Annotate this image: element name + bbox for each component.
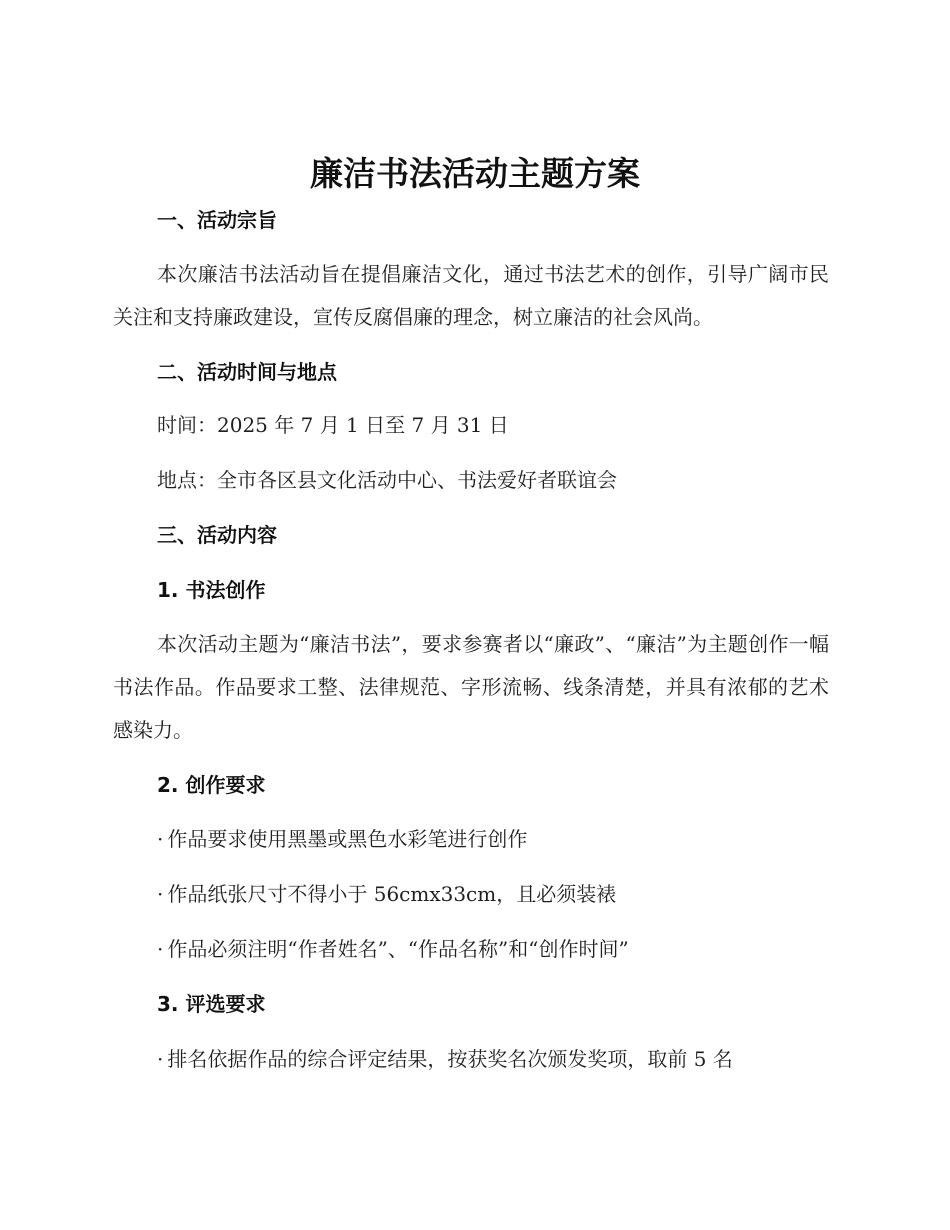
list-item-text: 作品必须注明“作者姓名”、“作品名称”和“创作时间” <box>167 937 629 961</box>
bullet-symbol: · <box>157 827 164 851</box>
document-title: 廉洁书法活动主题方案 <box>310 154 640 193</box>
bullet-symbol: · <box>157 937 164 961</box>
section-heading-content: 三、活动内容 <box>157 523 277 547</box>
list-item <box>157 825 527 853</box>
list-item <box>157 1045 733 1073</box>
calligraphy-creation-paragraph: 本次活动主题为“廉洁书法”，要求参赛者以“廉政”、“廉洁”为主题创作一幅书法作品。作品要求工整、法律规范、字形流畅、线条清楚，并具有浓郁的艺术感染力。 <box>113 632 829 742</box>
section-heading-time-place: 二、活动时间与地点 <box>157 360 337 384</box>
subheading-calligraphy-creation: 1. 书法创作 <box>157 578 266 602</box>
section-heading-purpose: 一、活动宗旨 <box>157 208 277 232</box>
list-item-text: 作品要求使用黑墨或黑色水彩笔进行创作 <box>167 827 528 851</box>
subheading-selection-requirements: 3. 评选要求 <box>157 992 266 1016</box>
list-item <box>157 880 616 908</box>
bullet-symbol: · <box>157 882 164 906</box>
list-item-text: 作品纸张尺寸不得小于 56cmx33cm，且必须装裱 <box>167 882 617 906</box>
place-line: 地点：全市各区县文化活动中心、书法爱好者联谊会 <box>157 468 617 492</box>
list-item <box>157 935 629 963</box>
bullet-symbol: · <box>157 1047 164 1071</box>
list-item-text: 排名依据作品的综合评定结果，按获奖名次颁发奖项，取前 5 名 <box>167 1047 733 1071</box>
time-line: 时间：2025 年 7 月 1 日至 7 月 31 日 <box>157 413 509 437</box>
purpose-paragraph: 本次廉洁书法活动旨在提倡廉洁文化，通过书法艺术的创作，引导广阔市民关注和支持廉政建设，宣传反腐倡廉的理念，树立廉洁的社会风尚。 <box>113 262 829 329</box>
subheading-creation-requirements: 2. 创作要求 <box>157 773 266 797</box>
